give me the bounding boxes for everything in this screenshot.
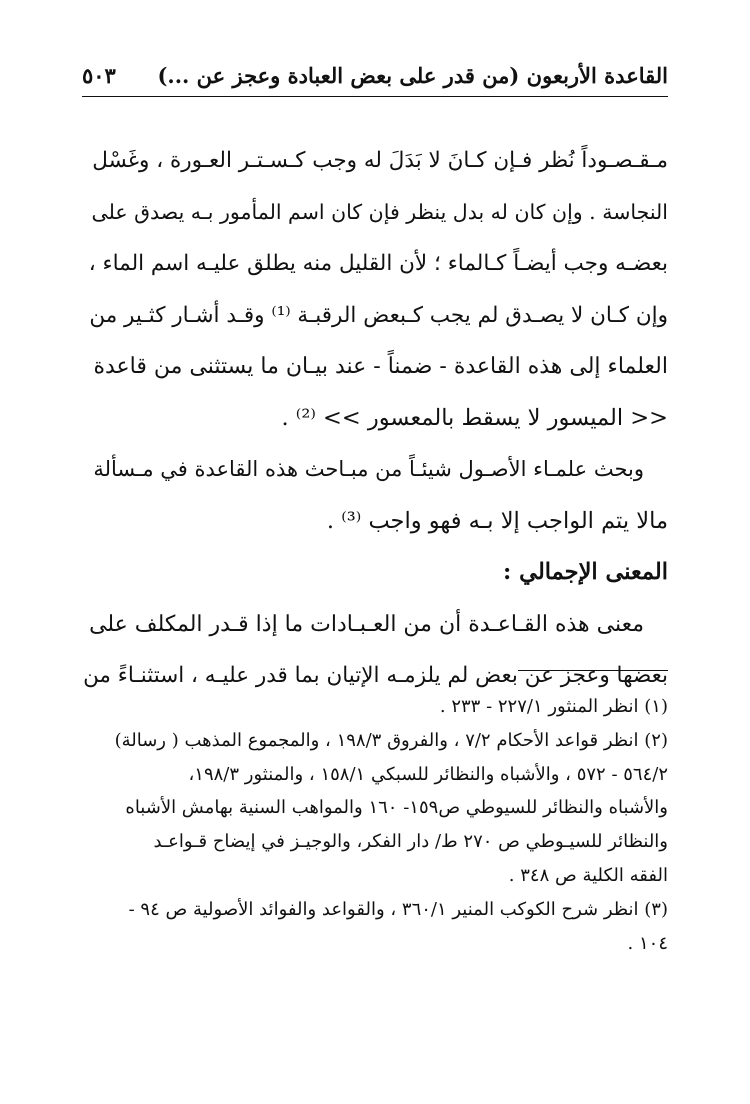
header-rule — [82, 96, 668, 97]
footnote-line: (٢) انظر قواعد الأحكام ٧/٢ ، والفروق ١٩٨/٣ ، والمجموع المذهب ( رسالة) — [114, 729, 668, 751]
text-line: مـقـصـوداً نُظر فـإن كـانَ لا بَدَلَ له وجب كـسـتـر العـورة ، وغَسْل — [92, 148, 668, 173]
text-line: بعضـه وجب أيضـاً كـالماء ؛ لأن القليل منه يطلق عليـه اسم الماء ، — [88, 251, 668, 276]
text-line: معنى هذه القـاعـدة أن من العـبـادات ما إذا قـدر المكلف على — [89, 611, 644, 637]
text-line: النجاسة . وإن كان له بدل ينظر فإن كان اسم المأمور بـه يصدق على — [91, 199, 668, 224]
main-text — [82, 135, 668, 702]
chapter-title: القاعدة الأربعون (من قدر على بعض العبادة وعجز عن ...) — [157, 62, 668, 88]
running-header — [82, 58, 668, 92]
footnote-line: (٣) انظر شرح الكوكب المنير ٣٦٠/١ ، والقواعد والفوائد الأصولية ص ٩٤ - — [128, 898, 668, 920]
text-line: العلماء إلى هذه القاعدة - ضمناً - عند بيـان ما يستثنى من قاعدة — [93, 354, 668, 379]
footnote-line: (١) انظر المنثور ٢٢٧/١ - ٢٣٣ . — [439, 696, 668, 717]
page-number: ٥٠٣ — [82, 62, 116, 88]
footnote-line: والأشباه والنظائر للسيوطي ص١٥٩- ١٦٠ والمواهب السنية بهامش الأشباه — [125, 797, 668, 819]
text-line: وإن كـان لا يصـدق لم يجب كـبعض الرقبـة ⁽¹⁾ وقـد أشـار كثـير من — [89, 302, 668, 328]
text-line: مالا يتم الواجب إلا بـه فهو واجب ⁽³⁾ . — [326, 507, 668, 534]
section-heading: المعنى الإجمالي : — [503, 559, 668, 585]
text-line: وبحث علمـاء الأصـول شيئـاً من مبـاحث هذه القاعدة في مـسألة — [93, 457, 644, 481]
text-line: << الميسور لا يسقط بالمعسور >> ⁽²⁾ . — [281, 404, 668, 431]
footnote-line: ٥٦٤/٢ - ٥٧٢ ، والأشباه والنظائر للسبكي ١٥٨/١ ، والمنثور ١٩٨/٣، — [188, 763, 668, 785]
footnote-line: الفقه الكلية ص ٣٤٨ . — [508, 864, 668, 886]
footnote-line: والنظائر للسيـوطي ص ٢٧٠ ط/ دار الفكر، والوجيـز في إيضاح قـواعـد — [153, 831, 668, 853]
text-line: بعضها وعجز عن بعض لم يلزمـه الإتيان بما قدر عليـه ، استثنـاءً من — [83, 663, 668, 688]
footnote-line: ١٠٤ . — [627, 932, 668, 954]
footnotes — [82, 690, 668, 960]
footnote-rule — [518, 670, 668, 671]
